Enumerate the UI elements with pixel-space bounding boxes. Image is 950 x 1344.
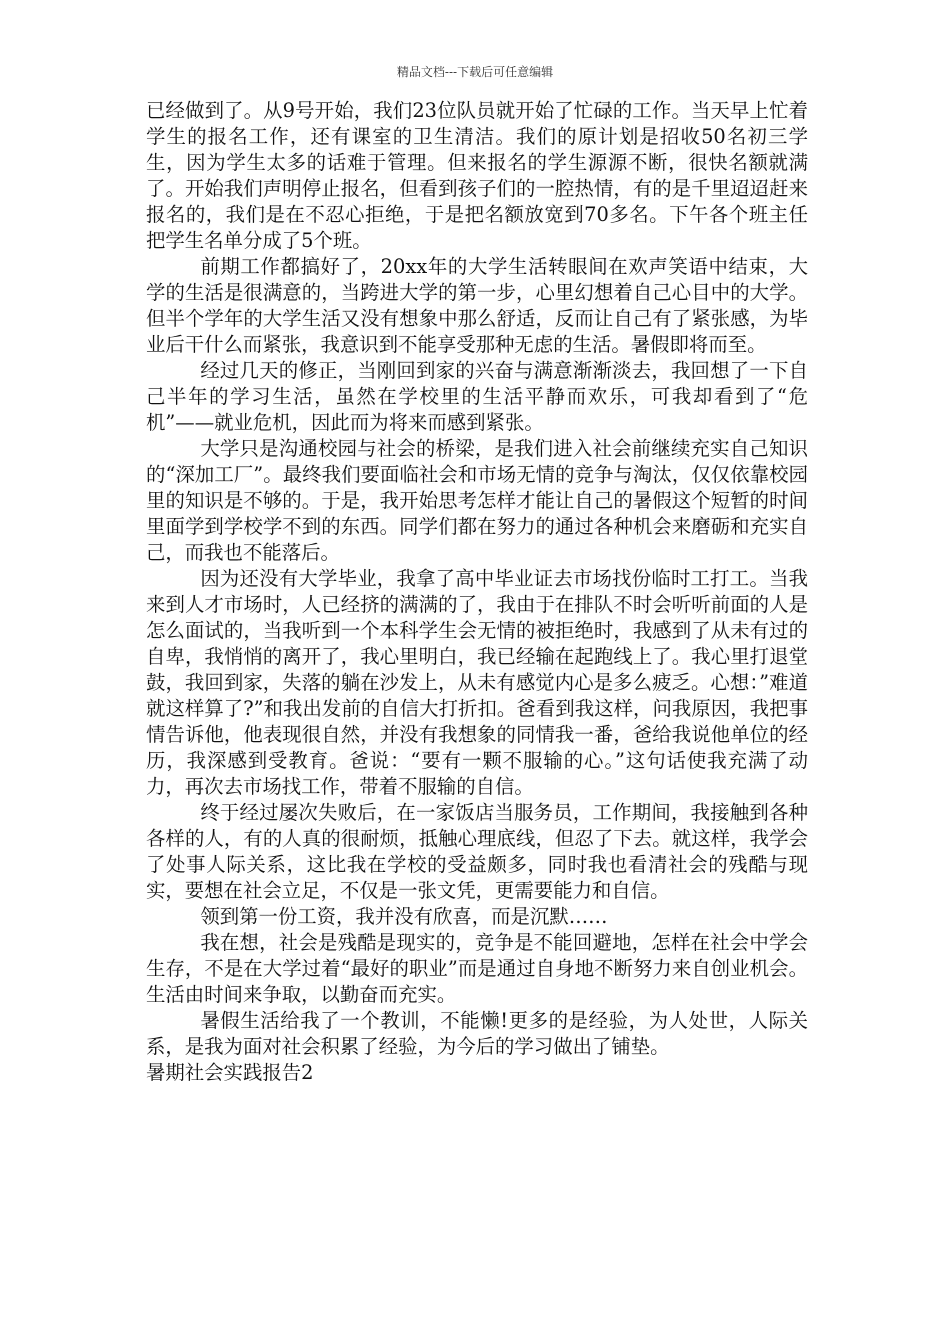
paragraph-5: 因为还没有大学毕业，我拿了高中毕业证去市场找份临时工打工。当我来到人才市场时，人已经挤的满满的了，我由于在排队不时会听听前面的人是怎么面试的，当我听到一个本科学生会无情的被拒绝时，我感到了从未有过的自卑，我悄悄的离开了，我心里明白，我已经输在起跑线上了。我心里打退堂鼓，我回到家，失落的躺在沙发上，从未有感觉内心是多么疲乏。心想：”难道就这样算了?”和我出发前的自信大打折扣。爸看到我这样，问我原因，我把事情告诉他，他表现很自然，并没有我想象的同情我一番，爸给我说他单位的经历，我深感到受教育。爸说：“要有一颗不服输的心。”这句话使我充满了动力，再次去市场找工作，带着不服输的自信。 xyxy=(146,567,808,798)
paragraph-7: 领到第一份工资，我并没有欣喜，而是沉默…… xyxy=(200,905,608,928)
paragraph-4: 大学只是沟通校园与社会的桥梁，是我们进入社会前继续充实自己知识的“深加工厂”。最终我们要面临社会和市场无情的竞争与淘汰，仅仅依靠校园里的知识是不够的。于是，我开始思考怎样才能让自己的暑假这个短暂的时间里面学到学校学不到的东西。同学们都在努力的通过各种机会来磨砺和充实自己，而我也不能落后。 xyxy=(146,437,808,564)
paragraph-8: 我在想，社会是残酷是现实的，竞争是不能回避地，怎样在社会中学会生存，不是在大学过着“最好的职业”而是通过自身地不断努力来自创业机会。生活由时间来争取，以勤奋而充实。 xyxy=(146,931,808,1006)
paragraph-3: 经过几天的修正，当刚回到家的兴奋与满意渐渐淡去，我回想了一下自己半年的学习生活，虽然在学校里的生活平静而欢乐，可我却看到了“危机”——就业危机，因此而为将来而感到紧张。 xyxy=(146,359,808,434)
section-heading: 暑期社会实践报告2 xyxy=(146,1061,314,1084)
document-body xyxy=(146,98,808,1086)
paragraph-2: 前期工作都搞好了，20xx年的大学生活转眼间在欢声笑语中结束，大学的生活是很满意的，当跨进大学的第一步，心里幻想着自己心目中的大学。但半个学年的大学生活又没有想象中那么舒适，反而让自己有了紧张感，为毕业后干什么而紧张，我意识到不能享受那种无虑的生活。暑假即将而至。 xyxy=(146,255,808,356)
paragraph-1: 已经做到了。从9号开始，我们23位队员就开始了忙碌的工作。当天早上忙着学生的报名工作，还有课室的卫生清洁。我们的原计划是招收50名初三学生，因为学生太多的话难于管理。但来报名的学生源源不断，很快名额就满了。开始我们声明停止报名，但看到孩子们的一腔热情，有的是千里迢迢赶来报名的，我们是在不忍心拒绝，于是把名额放宽到70多名。下午各个班主任把学生名单分成了5个班。 xyxy=(146,99,808,252)
paragraph-6: 终于经过屡次失败后，在一家饭店当服务员，工作期间，我接触到各种各样的人，有的人真的很耐烦，抵触心理底线，但忍了下去。就这样，我学会了处事人际关系，这比我在学校的受益颇多，同时我也看清社会的残酷与现实，要想在社会立足，不仅是一张文凭，更需要能力和自信。 xyxy=(146,801,808,902)
page-header: 精品文档---下载后可任意编辑 xyxy=(396,65,554,79)
paragraph-9: 暑假生活给我了一个教训，不能懒!更多的是经验，为人处世，人际关系，是我为面对社会积累了经验，为今后的学习做出了铺垫。 xyxy=(146,1009,808,1058)
